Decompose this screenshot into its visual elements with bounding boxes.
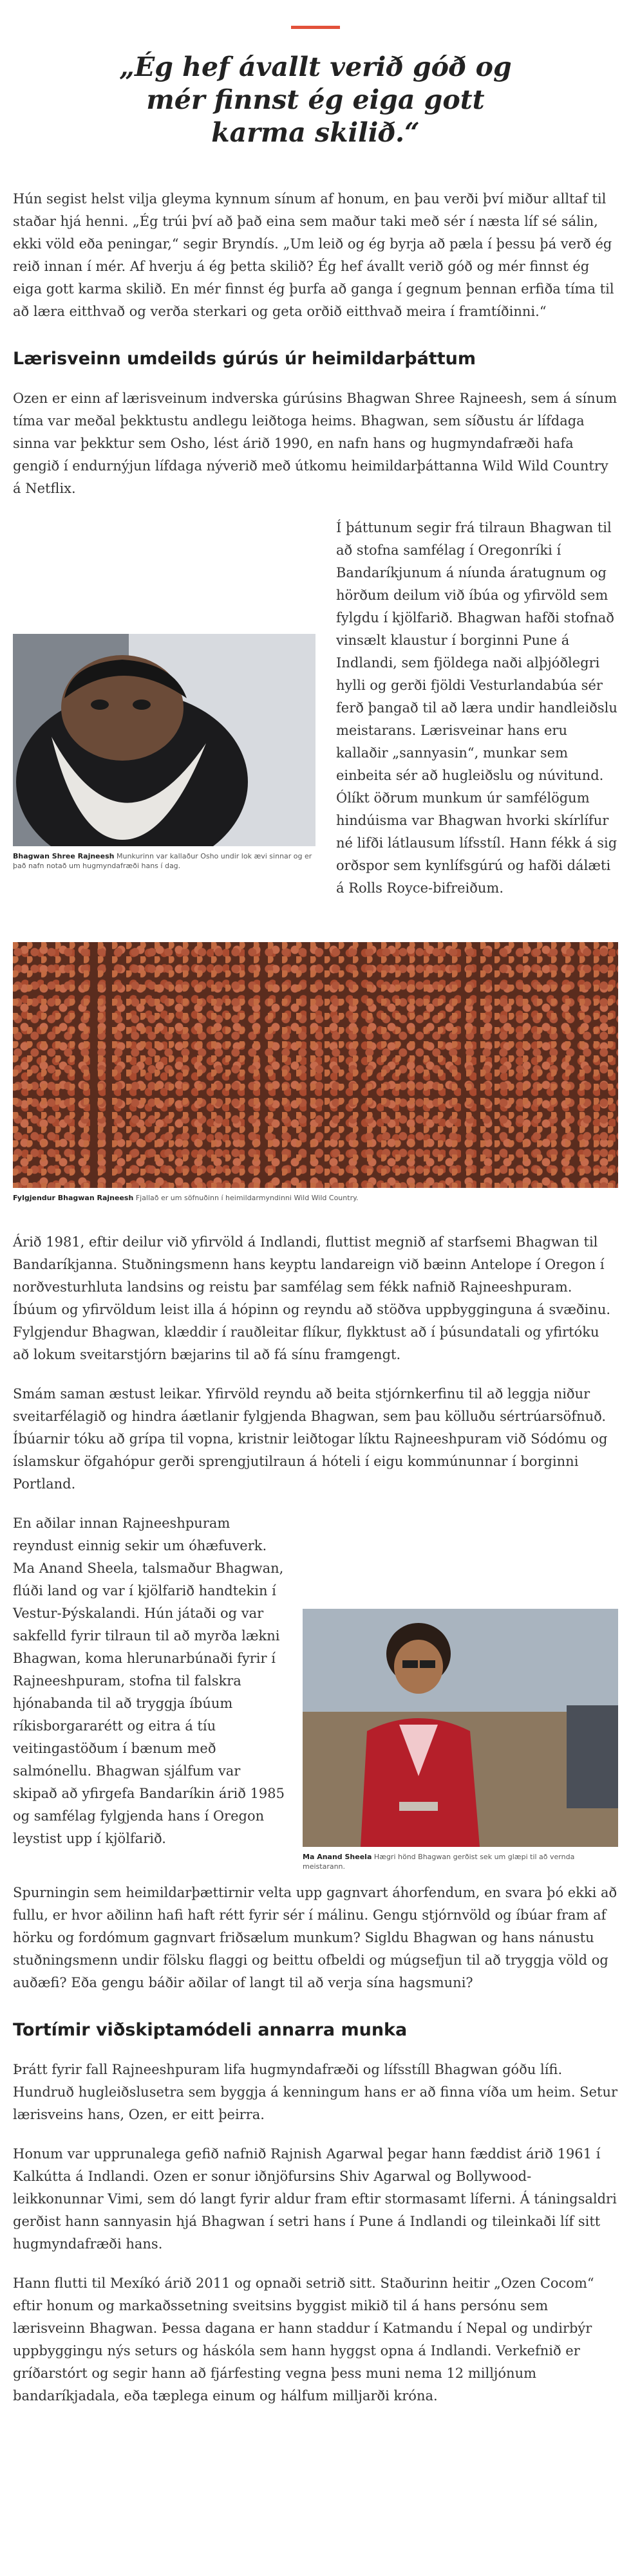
paragraph: Í þáttunum segir frá tilraun Bhagwan til að stofna samfélag í Oregonríki í Bandaríkjunum á níunda áratugnum og hörðum deilum við íbúa og yfirvöld sem fylgdu í kjölfarið. Bhagwan hafði stofnað vinsælt klaustur í borginni Pune á Indlandi, sem fjöldega naði alþjóðlegri hylli og gerði fjöldi Vesturlandabúa sér ferð þangað til að læra undir handleiðslu meistarans. Lærisveinar hans eru kallaðir „sannyasin“, munkar sem einbeita sér að hugleiðslu og núvitund. Ólíkt öðrum munkum úr samfélögum hindúisma var Bhagwan hvorki skírlífur né lifði látlausum lífsstíl. Hann fékk á sig orðspor sem kynlífsgúrú og hafði dálæti á Rolls Royce-bifreiðum. [336,520,617,896]
caption-text: Munkurinn var kallaður Osho undir lok ævi sinnar og er það nafn notað um hugmyndafræði hans í dag. [13,852,312,870]
paragraph: En aðilar innan Rajneeshpuram reyndust einnig sekir um óhæfuverk. Ma Anand Sheela, talsmaður Bhagwan, flúði land og var í kjölfarið handtekin í Vestur-Þýskalandi. Hún játaði og var sakfelld fyrir tilraun til að myrða lækni Bhagwan, koma hlerunarbúnaði fyrir í Rajneeshpuram, stofna til falskra hjónabanda til að tryggja íbúum ríkisborgararétt og eitra á tíu veitingastöðum í bænum með salmónellu. Bhagwan sjálfum var skipað að yfirgefa Bandaríkin árið 1985 og samfélag fylgjenda hans í Oregon leystist upp í kjölfarið. [13,1515,285,1846]
caption-name: Bhagwan Shree Rajneesh [13,852,115,860]
section-heading: Lærisveinn umdeilds gúrús úr heimildarþáttum [13,349,476,369]
guru-caption [13,851,316,871]
paragraph: Hún segist helst vilja gleyma kynnum sínum af honum, en þau verði því miður alltaf til staðar hjá henni. „Ég trúi því að það eina sem maður taki með sér í næsta líf sé sálin, ekki völd eða peningar,“ segir Bryndís. „Um leið og ég byrja að pæla í þessu þá verð ég reið innan í mér. Af hverju á ég þetta skilið? Ég hef ávallt verið góð og mér finnst ég eiga gott karma skilið. En mér finnst ég þurfa að ganga í gegnum þennan erfiða tíma til að læra eitthvað og verða sterkari og geta orðið eitthvað meira í framtíðinni.“ [13,191,614,319]
sheela-photo [303,1609,618,1847]
paragraph: Honum var upprunalega gefið nafnið Rajnish Agarwal þegar hann fæddist árið 1961 í Kalkútta á Indlandi. Ozen er sonur iðnjöfursins Shiv Agarwal og Bollywood-leikkonunnar Vimi, sem dó langt fyrir aldur fram eftir stormasamt líferni. Á táningsaldri gerðist hann sannyasin hjá Bhagwan í setri hans í Pune á Indlandi og tileinkaði líf sitt hugmyndafræði hans. [13,2146,617,2252]
caption-name: Ma Anand Sheela [303,1853,372,1861]
pull-quote: „Ég hef ávallt verið góð og mér finnst ég eiga gott karma skilið.“ [119,51,512,148]
paragraph: Árið 1981, eftir deilur við yfirvöld á Indlandi, fluttist megnið af starfsemi Bhagwan til Bandaríkjanna. Stuðningsmenn hans keyptu landareign við bæinn Antelope í Oregon í norðvesturhluta landsins og reistu þar samfélag sem fékk nafnið Rajneeshpuram. Íbúum og yfirvöldum leist illa á hópinn og reyndu að stöðva uppbygginguna á svæðinu. Fylgjendur Bhagwan, klæddir í rauðleitar flíkur, flykktust að í þúsundatali og yfirtóku að lokum sveitarstjórn bæjarins til að fá sínu framgengt. [13,1234,611,1362]
paragraph: Þrátt fyrir fall Rajneeshpuram lifa hugmyndafræði og lífsstíll Bhagwan góðu lífi. Hundruð hugleiðslusetra sem byggja á kenningum hans er að finna víða um heim. Setur lærisveins hans, Ozen, er eitt þeirra. [13,2062,618,2122]
paragraph: Ozen er einn af lærisveinum indverska gúrúsins Bhagwan Shree Rajneesh, sem á sínum tíma var meðal þekktustu andlegu leiðtoga heims. Bhagwan, sem síðustu ár lífdaga sinna var þekktur sem Osho, lést árið 1990, en nafn hans og hugmyndafræði hafa gengið í endurnýjun lífdaga nýverið með útkomu heimildarþáttanna Wild Wild Country á Netflix. [13,391,617,496]
sheela-caption [303,1852,618,1871]
caption-text: Hægri hönd Bhagwan gerðist sek um glæpi til að vernda meistarann. [303,1853,575,1871]
paragraph: Smám saman æstust leikar. Yfirvöld reyndu að beita stjórnkerfinu til að leggja niður sveitarfélagið og hindra áætlanir fylgjenda Bhagwan, sem þau kölluðu sértrúarsöfnuð. Íbúarnir tóku að grípa til vopna, kristnir leiðtogar líktu Rajneeshpuram við Sódómu og íslamskur öfgahópur gerði sprengjutilraun á hóteli í eigu kommúnunnar í borginni Portland. [13,1386,608,1492]
sheela-illustration [303,1609,618,1847]
caption-text: Fjallað er um söfnuðinn í heimildarmyndinni Wild Wild Country. [135,1194,359,1202]
crowd-caption [13,1193,618,1203]
accent-rule [291,26,340,29]
paragraph: Hann flutti til Mexíkó árið 2011 og opnaði setrið sitt. Staðurinn heitir „Ozen Cocom“ eftir honum og markaðssetning sveitsins byggist mikið til á hans persónu sem lærisveinn Bhagwan. Þessa dagana er hann staddur í Katmandu í Nepal og undirbýr uppbyggingu nýs seturs og háskóla sem hann hyggst opna á Indlandi. Verkefnið er gríðarstórt og segir hann að fjárfesting vegna þess muni nema 12 milljónum bandaríkjadala, eða tæplega einum og hálfum milljarði króna. [13,2275,594,2404]
caption-name: Fylgjendur Bhagwan Rajneesh [13,1194,134,1202]
crowd-photo [13,942,618,1188]
guru-photo [13,634,316,846]
section-heading: Tortímir viðskiptamódeli annarra munka [13,2020,408,2040]
guru-illustration [13,634,316,846]
paragraph: Spurningin sem heimildarþættirnir velta upp gagnvart áhorfendum, en svara þó ekki að fullu, er hvor aðilinn hafi haft rétt fyrir sér í málinu. Gengu stjórnvöld og íbúar fram af hörku og fordómum gagnvart friðsælum munkum? Sigldu Bhagwan og hans nánustu stuðningsmenn undir fölsku flaggi og beittu ofbeldi og múgsefjun til að tryggja völd og auðæfi? Eða gengu báðir aðilar of langt til að verja sína hagsmuni? [13,1885,617,1990]
figure-guru [13,633,316,871]
figure-sheela [303,1609,618,1871]
